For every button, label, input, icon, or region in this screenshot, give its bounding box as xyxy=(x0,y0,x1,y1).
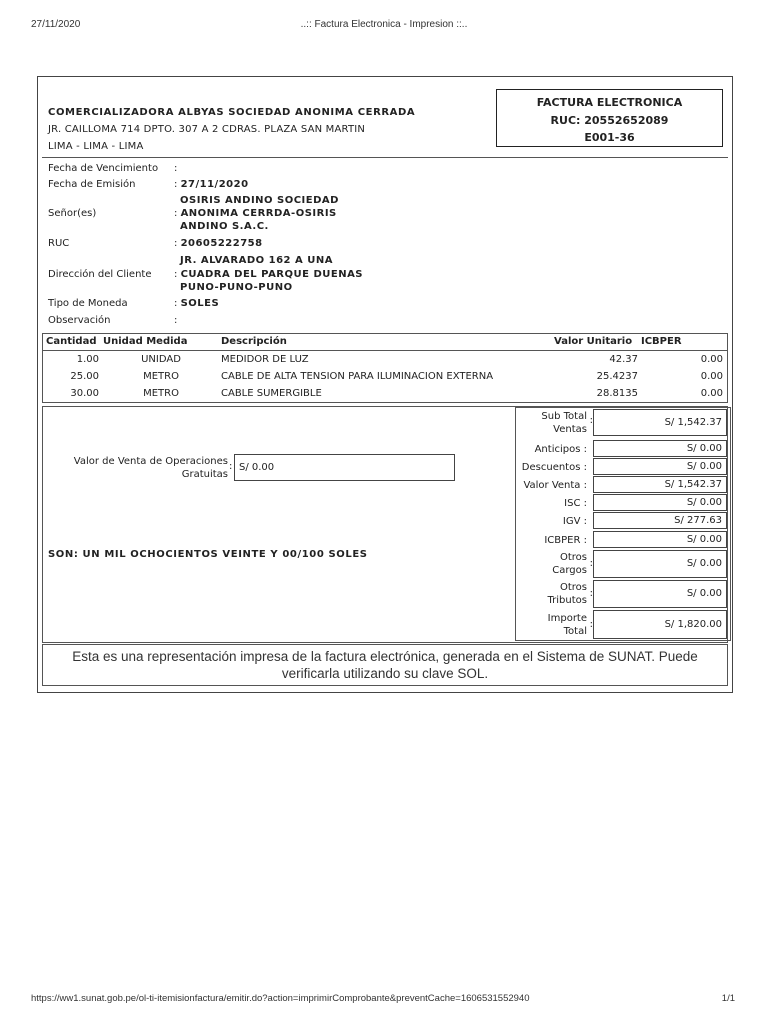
value-observacion: : xyxy=(174,315,178,326)
items-table xyxy=(42,333,728,403)
value-direccion-1: JR. ALVARADO 162 A UNA xyxy=(180,255,333,266)
disclaimer-box xyxy=(42,644,728,686)
row-descripcion: MEDIDOR DE LUZ xyxy=(221,354,309,365)
total-label-isc: ISC : xyxy=(564,498,587,509)
total-value-subtotal: S/ 1,542.37 xyxy=(593,409,727,436)
label-fecha-emision: Fecha de Emisión xyxy=(48,179,136,190)
label-moneda: Tipo de Moneda xyxy=(48,298,128,309)
print-url: https://ww1.sunat.gob.pe/ol-ti-itemisionfactura/emitir.do?action=imprimirComprobante&preventCache=1606531552940 xyxy=(31,993,530,1004)
row-cantidad: 25.00 xyxy=(70,371,99,382)
issuer-block xyxy=(48,104,415,155)
row-icbper: 0.00 xyxy=(700,388,723,399)
col-icbper: ICBPER xyxy=(641,336,682,347)
row-unidad: METRO xyxy=(143,371,179,382)
row-descripcion: CABLE DE ALTA TENSION PARA ILUMINACION EXTERNA xyxy=(221,371,494,382)
disclaimer-line-2: verificarla utilizando su clave SOL. xyxy=(281,666,489,681)
value-ruc: : 20605222758 xyxy=(174,238,263,249)
total-label-otros-cargos xyxy=(515,551,593,577)
label-direccion: Dirección del Cliente xyxy=(48,269,152,280)
row-valor-unitario: 28.8135 xyxy=(596,388,638,399)
total-value-otros-tributos: S/ 0.00 xyxy=(593,580,727,608)
row-unidad: METRO xyxy=(143,388,179,399)
gratuitas-label-line-1: Valor de Venta de Operaciones xyxy=(73,456,228,467)
document-id-box xyxy=(496,89,723,147)
label-senores: Señor(es) xyxy=(48,208,97,219)
total-label-importe-total xyxy=(515,612,593,638)
total-label-igv: IGV : xyxy=(562,516,587,527)
row-cantidad: 1.00 xyxy=(76,354,99,365)
label-ruc: RUC xyxy=(48,238,70,249)
document-type: FACTURA ELECTRONICA xyxy=(536,96,683,109)
total-value-importe-total: S/ 1,820.00 xyxy=(593,610,727,639)
total-label-line: Tributos : xyxy=(547,588,593,606)
document-ruc: RUC: 20552652089 xyxy=(550,113,669,127)
print-date: 27/11/2020 xyxy=(31,19,81,30)
label-observacion: Observación xyxy=(48,315,111,326)
gratuitas-label xyxy=(60,455,228,481)
total-value-igv: S/ 277.63 xyxy=(593,512,727,529)
total-value-valor-venta: S/ 1,542.37 xyxy=(593,476,727,493)
row-valor-unitario: 25.4237 xyxy=(596,371,638,382)
col-valor-unitario: Valor Unitario xyxy=(554,336,633,347)
row-valor-unitario: 42.37 xyxy=(609,354,638,365)
total-label-line: Importe xyxy=(547,613,587,624)
total-label-line: Total : xyxy=(563,619,593,637)
row-descripcion: CABLE SUMERGIBLE xyxy=(221,388,322,399)
total-value-isc: S/ 0.00 xyxy=(593,494,727,511)
total-label-subtotal xyxy=(515,410,593,436)
gratuitas-label-line-2: Gratuitas xyxy=(181,469,228,480)
total-value-anticipos: S/ 0.00 xyxy=(593,440,727,457)
col-unidad-medida: Unidad Medida xyxy=(103,336,188,347)
value-fecha-vencimiento: : xyxy=(174,163,178,174)
value-senores-1: OSIRIS ANDINO SOCIEDAD xyxy=(180,195,339,206)
items-table-header xyxy=(43,334,727,351)
row-cantidad: 30.00 xyxy=(70,388,99,399)
issuer-location: LIMA - LIMA - LIMA xyxy=(48,141,144,152)
total-label-anticipos: Anticipos : xyxy=(534,444,587,455)
value-direccion-2: : CUADRA DEL PARQUE DUENAS xyxy=(174,269,364,280)
total-label-line: Otros xyxy=(559,582,587,593)
total-value-descuentos: S/ 0.00 xyxy=(593,458,727,475)
document-number: E001-36 xyxy=(584,131,635,144)
col-cantidad: Cantidad xyxy=(46,336,97,347)
total-label-descuentos: Descuentos : xyxy=(521,462,587,473)
issuer-name: COMERCIALIZADORA ALBYAS SOCIEDAD ANONIMA CERRADA xyxy=(48,107,416,118)
gratuitas-value: S/ 0.00 xyxy=(234,454,455,481)
amount-in-words: SON: UN MIL OCHOCIENTOS VEINTE Y 00/100 SOLES xyxy=(48,549,368,560)
total-label-line: Cargos : xyxy=(552,558,593,576)
total-label-line: Ventas : xyxy=(553,415,593,435)
value-fecha-emision: : 27/11/2020 xyxy=(174,179,249,190)
total-label-valor-venta: Valor Venta : xyxy=(523,480,587,491)
total-label-line: Sub Total xyxy=(541,411,587,422)
value-moneda: : SOLES xyxy=(174,298,220,309)
disclaimer-line-1: Esta es una representación impresa de la factura electrónica, generada en el Sistema de SUNAT. Puede xyxy=(72,649,698,664)
gratuitas-colon: : xyxy=(229,461,233,472)
row-icbper: 0.00 xyxy=(700,354,723,365)
issuer-address: JR. CAILLOMA 714 DPTO. 307 A 2 CDRAS. PLAZA SAN MARTIN xyxy=(48,124,366,135)
label-fecha-vencimiento: Fecha de Vencimiento xyxy=(48,163,159,174)
value-senores-3: ANDINO S.A.C. xyxy=(180,221,269,232)
print-page-number: 1/1 xyxy=(721,993,735,1004)
print-title: ..:: Factura Electronica - Impresion ::.. xyxy=(300,19,468,30)
total-label-otros-tributos xyxy=(515,581,593,607)
total-label-line: Otros xyxy=(559,552,587,563)
row-icbper: 0.00 xyxy=(700,371,723,382)
total-label-icbper: ICBPER : xyxy=(544,535,587,546)
col-descripcion: Descripción xyxy=(221,336,287,347)
total-value-otros-cargos: S/ 0.00 xyxy=(593,550,727,578)
row-unidad: UNIDAD xyxy=(141,354,181,365)
total-value-icbper: S/ 0.00 xyxy=(593,531,727,548)
value-senores-2: : ANONIMA CERRDA-OSIRIS xyxy=(174,208,337,219)
value-direccion-3: PUNO-PUNO-PUNO xyxy=(180,282,293,293)
header-divider xyxy=(42,157,728,158)
